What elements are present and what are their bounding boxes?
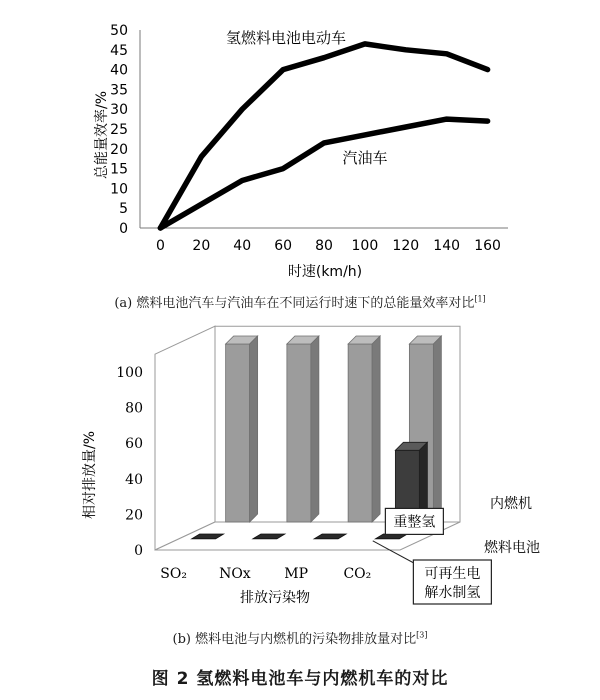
chart-a-x-tick-label: 100 bbox=[351, 238, 379, 254]
chart-a-data-point bbox=[487, 120, 489, 122]
chart-b-x-tick-label: CO₂ bbox=[343, 566, 372, 582]
chart-a-y-tick-label: 0 bbox=[119, 221, 128, 237]
chart-a-plot bbox=[0, 0, 600, 300]
chart-a-x-tick-label: 40 bbox=[233, 238, 252, 254]
chart-a-x-tick-label: 160 bbox=[474, 238, 501, 254]
chart-a-data-point bbox=[282, 69, 284, 71]
chart-b-y-tick-label: 60 bbox=[125, 436, 143, 453]
chart-a-series-line-gasoline bbox=[160, 119, 487, 228]
chart-a-series-label-gasoline: 汽油车 bbox=[342, 149, 388, 167]
chart-b-y-axis-label: 相对排放量/% bbox=[82, 430, 98, 520]
chart-a-x-tick-label: 140 bbox=[433, 238, 461, 254]
chart-a-data-point bbox=[487, 69, 489, 71]
chart-a-y-tick-label: 45 bbox=[110, 42, 128, 59]
chart-a-data-point bbox=[446, 53, 448, 55]
chart-a-x-tick-label: 0 bbox=[155, 238, 165, 254]
chart-b-bar-ice-side bbox=[372, 336, 380, 522]
chart-b-x-tick-label: NOx bbox=[219, 566, 251, 582]
chart-b-x-tick-label: SO₂ bbox=[160, 566, 187, 582]
chart-a-data-point bbox=[323, 142, 325, 144]
chart-a-data-point bbox=[241, 108, 243, 110]
chart-b-side-wall bbox=[155, 326, 215, 550]
chart-a bbox=[0, 0, 600, 300]
chart-a-data-point bbox=[405, 126, 407, 128]
chart-b-series-label-ice: 内燃机 bbox=[490, 496, 532, 513]
figure-caption: 图 2 氢燃料电池车与内燃机车的对比 bbox=[151, 669, 449, 689]
chart-a-data-point bbox=[241, 180, 243, 182]
chart-b-annotation-renewable-line: 可再生电 bbox=[424, 566, 481, 582]
chart-b-series-label-fc: 燃料电池 bbox=[484, 540, 540, 556]
chart-a-data-point bbox=[282, 168, 284, 170]
chart-a-series-label-fcv: 氢燃料电池电动车 bbox=[225, 29, 347, 47]
chart-a-y-tick-label: 15 bbox=[110, 161, 128, 178]
chart-a-y-tick-label: 5 bbox=[119, 201, 128, 218]
chart-b-x-axis-label: 排放污染物 bbox=[240, 590, 310, 606]
chart-a-x-tick-label: 20 bbox=[192, 238, 211, 254]
chart-a-data-point bbox=[160, 227, 162, 229]
chart-a-y-axis-label: 总能量效率/% bbox=[94, 90, 110, 180]
chart-b-y-tick-label: 40 bbox=[125, 471, 143, 488]
chart-a-data-point bbox=[364, 43, 366, 45]
chart-b-caption-text: (b) 燃料电池与内燃机的污染物排放量对比 bbox=[172, 632, 417, 647]
chart-b-bar-ice bbox=[287, 344, 311, 522]
chart-b-y-tick-label: 20 bbox=[125, 507, 143, 524]
chart-b-caption-ref: [3] bbox=[416, 630, 428, 640]
chart-a-x-tick-label: 60 bbox=[274, 238, 293, 254]
chart-b-y-tick-label: 80 bbox=[125, 400, 143, 417]
chart-a-y-tick-label: 35 bbox=[110, 82, 128, 99]
chart-a-data-point bbox=[323, 57, 325, 59]
chart-b-bar-ice bbox=[226, 344, 250, 522]
chart-a-data-point bbox=[201, 203, 203, 205]
chart-a-y-tick-label: 25 bbox=[110, 122, 128, 138]
chart-a-caption bbox=[0, 292, 600, 311]
chart-a-x-tick-label: 80 bbox=[315, 238, 333, 254]
chart-b-y-tick-label: 0 bbox=[134, 543, 143, 559]
chart-a-y-tick-label: 20 bbox=[110, 141, 128, 158]
chart-b-bar-ice-side bbox=[433, 336, 441, 522]
chart-a-y-tick-label: 10 bbox=[110, 181, 128, 198]
chart-a-y-tick-label: 40 bbox=[110, 62, 128, 79]
chart-b-annotation-reformed: 重整氢 bbox=[393, 514, 436, 531]
chart-b-caption bbox=[0, 628, 600, 647]
chart-b-annotation-renewable-line: 解水制氢 bbox=[424, 585, 481, 601]
chart-a-data-point bbox=[446, 118, 448, 120]
chart-b-y-tick-label: 100 bbox=[116, 365, 143, 381]
chart-a-x-axis-label: 时速(km/h) bbox=[287, 264, 363, 280]
chart-b-x-tick-label: MP bbox=[284, 566, 309, 582]
chart-a-x-tick-label: 120 bbox=[392, 238, 420, 254]
chart-a-data-point bbox=[201, 156, 203, 158]
chart-a-y-tick-label: 30 bbox=[110, 102, 128, 119]
chart-b-plot bbox=[0, 365, 600, 620]
chart-b-bar-ice-side bbox=[250, 336, 258, 522]
chart-a-caption-ref: [1] bbox=[474, 294, 486, 304]
chart-b bbox=[0, 365, 600, 620]
chart-b-bar-ice-side bbox=[311, 336, 319, 522]
chart-a-data-point bbox=[364, 134, 366, 136]
chart-a-caption-text: (a) 燃料电池汽车与汽油车在不同运行时速下的总能量效率对比 bbox=[114, 296, 475, 311]
chart-b-bar-ice bbox=[348, 344, 372, 522]
chart-a-data-point bbox=[405, 49, 407, 51]
chart-a-y-tick-label: 50 bbox=[110, 23, 128, 39]
